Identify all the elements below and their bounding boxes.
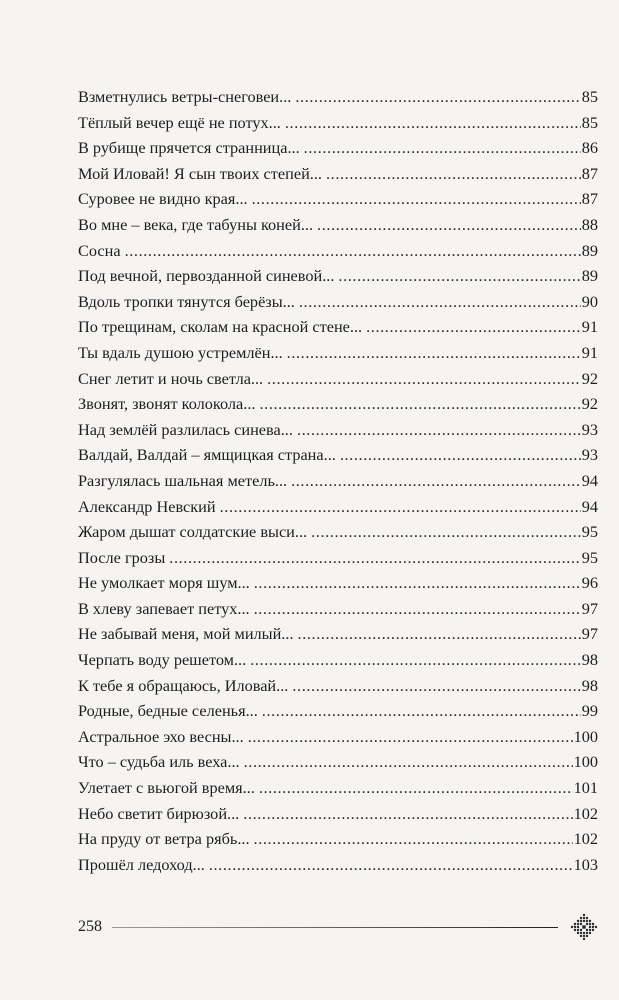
dot-leader xyxy=(298,621,581,647)
toc-entry-title: В хлеву запевает петух... xyxy=(78,598,250,618)
toc-entry-title: Небо светит бирюзой... xyxy=(78,803,240,823)
toc-entry-title: Снег летит и ночь светла... xyxy=(78,368,264,388)
toc-entry xyxy=(78,263,598,289)
dot-leader xyxy=(243,801,572,827)
toc-entry-page: 94 xyxy=(581,470,598,490)
toc-entry-page: 95 xyxy=(581,547,598,567)
toc-entry-title: Улетает с вьюгой время... xyxy=(78,778,255,798)
toc-entry-page: 98 xyxy=(581,675,598,695)
toc-entry-title: В рубище прячется странница... xyxy=(78,138,300,158)
dot-leader xyxy=(252,186,581,212)
toc-entry xyxy=(78,314,598,340)
toc-entry xyxy=(78,724,598,750)
toc-entry-page: 97 xyxy=(581,598,598,618)
toc-entry xyxy=(78,852,598,878)
toc-entry-title: Мой Иловай! Я сын твоих степей... xyxy=(78,163,322,183)
toc-entry-page: 92 xyxy=(581,394,598,414)
toc-entry-title: Тёплый вечер ещё не потух... xyxy=(78,112,281,132)
toc-entry-page: 86 xyxy=(581,138,598,158)
toc-entry-title: Жаром дышат солдатские выси... xyxy=(78,522,308,542)
dot-leader xyxy=(244,749,573,775)
toc-entry-page: 87 xyxy=(581,189,598,209)
toc-entry xyxy=(78,442,598,468)
toc-entry xyxy=(78,161,598,187)
toc-entry xyxy=(78,366,598,392)
dot-leader xyxy=(209,852,573,878)
page-number: 258 xyxy=(78,918,102,935)
toc-entry-title: На пруду от ветра рябь... xyxy=(78,829,250,849)
toc-entry-title: Во мне – века, где табуны коней... xyxy=(78,214,314,234)
toc-entry-page: 103 xyxy=(573,854,598,874)
dot-leader xyxy=(317,212,581,238)
toc-entry-page: 98 xyxy=(581,650,598,670)
toc-entry-title: Александр Невский xyxy=(78,496,216,516)
toc-entry-title: Родные, бедные селенья... xyxy=(78,701,258,721)
toc-entry xyxy=(78,570,598,596)
toc-entry xyxy=(78,647,598,673)
toc-entry xyxy=(78,826,598,852)
dot-leader xyxy=(254,596,581,622)
dot-leader xyxy=(287,340,581,366)
toc-entry-title: Не забывай меня, мой милый... xyxy=(78,624,294,644)
toc-entry xyxy=(78,391,598,417)
toc-entry-title: Сосна xyxy=(78,240,121,260)
toc-entry xyxy=(78,698,598,724)
toc-entry xyxy=(78,186,598,212)
toc-entry-title: Под вечной, первозданной синевой... xyxy=(78,266,335,286)
dot-leader xyxy=(299,289,581,315)
toc-entry-title: К тебе я обращаюсь, Иловай... xyxy=(78,675,289,695)
toc-entry-page: 87 xyxy=(581,163,598,183)
toc-entry-page: 95 xyxy=(581,522,598,542)
toc-entry xyxy=(78,238,598,264)
toc-entry xyxy=(78,212,598,238)
toc-entry xyxy=(78,494,598,520)
dot-leader xyxy=(220,494,581,520)
toc-entry-title: Не умолкает моря шум... xyxy=(78,573,250,593)
dot-leader xyxy=(285,110,581,136)
dot-leader xyxy=(262,698,581,724)
toc-entry-page: 91 xyxy=(581,317,598,337)
toc-entry-page: 97 xyxy=(581,624,598,644)
toc-entry xyxy=(78,596,598,622)
toc-entry-page: 100 xyxy=(573,726,598,746)
toc-entry-page: 92 xyxy=(581,368,598,388)
toc-entry-title: Ты вдаль душою устремлён... xyxy=(78,342,283,362)
toc-entry-page: 93 xyxy=(581,445,598,465)
dot-leader xyxy=(366,314,581,340)
toc-entry-title: Что – судьба иль веха... xyxy=(78,752,240,772)
toc-entry xyxy=(78,110,598,136)
toc-entry xyxy=(78,673,598,699)
toc-entry-page: 99 xyxy=(581,701,598,721)
toc-entry xyxy=(78,519,598,545)
dot-leader xyxy=(250,647,581,673)
toc-entry xyxy=(78,468,598,494)
toc-entry-page: 102 xyxy=(573,803,598,823)
toc-entry-title: Вдоль тропки тянутся берёзы... xyxy=(78,291,295,311)
toc-entry-title: Астральное эхо весны... xyxy=(78,726,244,746)
dot-leader xyxy=(254,826,573,852)
dot-leader xyxy=(295,84,580,110)
toc-entry-page: 90 xyxy=(581,291,598,311)
dot-leader xyxy=(259,775,573,801)
toc-entry xyxy=(78,775,598,801)
toc-entry xyxy=(78,135,598,161)
toc-entry-page: 102 xyxy=(573,829,598,849)
toc-entry-page: 89 xyxy=(581,266,598,286)
dot-leader xyxy=(326,161,581,187)
dot-leader xyxy=(267,366,581,392)
toc-entry xyxy=(78,84,598,110)
page-footer xyxy=(78,912,598,942)
toc-entry xyxy=(78,801,598,827)
dot-leader xyxy=(254,570,581,596)
dot-leader xyxy=(292,673,580,699)
toc-entry-page: 85 xyxy=(581,112,598,132)
toc-entry-title: По трещинам, сколам на красной стене... xyxy=(78,317,363,337)
toc-entry-page: 94 xyxy=(581,496,598,516)
toc-entry-title: Над землёй разлилась синева... xyxy=(78,419,293,439)
toc-entry xyxy=(78,417,598,443)
dot-leader xyxy=(297,417,581,443)
ornament-icon xyxy=(570,913,598,941)
dot-leader xyxy=(248,724,573,750)
toc-entry-page: 101 xyxy=(573,778,598,798)
toc-entry-page: 88 xyxy=(581,214,598,234)
dot-leader xyxy=(304,135,581,161)
footer-rule xyxy=(112,927,558,928)
toc-entry-page: 91 xyxy=(581,342,598,362)
toc-entry-page: 96 xyxy=(581,573,598,593)
dot-leader xyxy=(338,263,580,289)
dot-leader xyxy=(260,391,581,417)
dot-leader xyxy=(311,519,581,545)
toc-entry-page: 100 xyxy=(573,752,598,772)
toc-entry-title: После грозы xyxy=(78,547,166,567)
toc-entry-title: Разгулялась шальная метель... xyxy=(78,470,288,490)
toc-entry xyxy=(78,289,598,315)
dot-leader xyxy=(125,238,581,264)
toc-entry-page: 85 xyxy=(581,87,598,106)
toc-entry-title: Валдай, Валдай – ямщицкая страна... xyxy=(78,445,336,465)
toc-entry xyxy=(78,749,598,775)
toc-entry xyxy=(78,545,598,571)
toc-entry-title: Звонят, звонят колокола... xyxy=(78,394,256,414)
toc-entry-title: Суровее не видно края... xyxy=(78,189,248,209)
table-of-contents xyxy=(78,84,598,877)
dot-leader xyxy=(340,442,581,468)
toc-entry-title: Прошёл ледоход... xyxy=(78,854,205,874)
toc-entry-title: Черпать воду решетом... xyxy=(78,650,247,670)
toc-entry-page: 93 xyxy=(581,419,598,439)
toc-entry xyxy=(78,340,598,366)
toc-entry xyxy=(78,621,598,647)
dot-leader xyxy=(291,468,581,494)
toc-entry-page: 89 xyxy=(581,240,598,260)
toc-entry-title: Взметнулись ветры-снеговеи... xyxy=(78,87,292,106)
dot-leader xyxy=(169,545,580,571)
